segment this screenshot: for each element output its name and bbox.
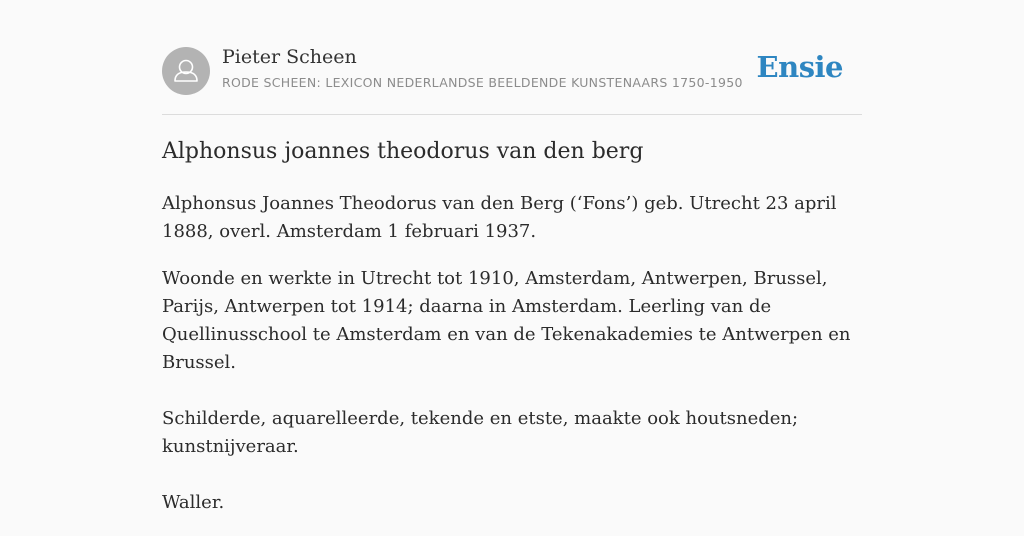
entry-body [162,190,862,536]
entry-header [162,44,862,115]
entry-title: Alphonsus joannes theodorus van den berg [162,139,644,164]
author-name[interactable]: Pieter Scheen [222,46,357,68]
paragraph-career: Woonde en werkte in Utrecht tot 1910, Amsterdam, Antwerpen, Brussel, Parijs, Antwerpen tot 1914; daarna in Amsterdam. Leerling van de Quellinusschool te Amsterdam en van de Tekenakademies te Antwerpen en Brussel. [162,268,851,373]
entry-card [162,44,862,513]
source-label[interactable]: RODE SCHEEN: LEXICON NEDERLANDSE BEELDENDE KUNSTENAARS 1750-1950 [222,75,743,90]
paragraph-works: Schilderde, aquarelleerde, tekende en etste, maakte ook houtsneden; kunstnijveraar. [162,408,799,457]
author-avatar[interactable] [162,47,210,95]
paragraph-birth: Alphonsus Joannes Theodorus van den Berg (‘Fons’) geb. Utrecht 23 april 1888, overl. Amsterdam 1 februari 1937. [162,193,837,242]
user-icon [162,47,210,95]
brand-logo[interactable]: Ensie [756,50,843,84]
paragraph-reference: Waller. [162,492,225,513]
